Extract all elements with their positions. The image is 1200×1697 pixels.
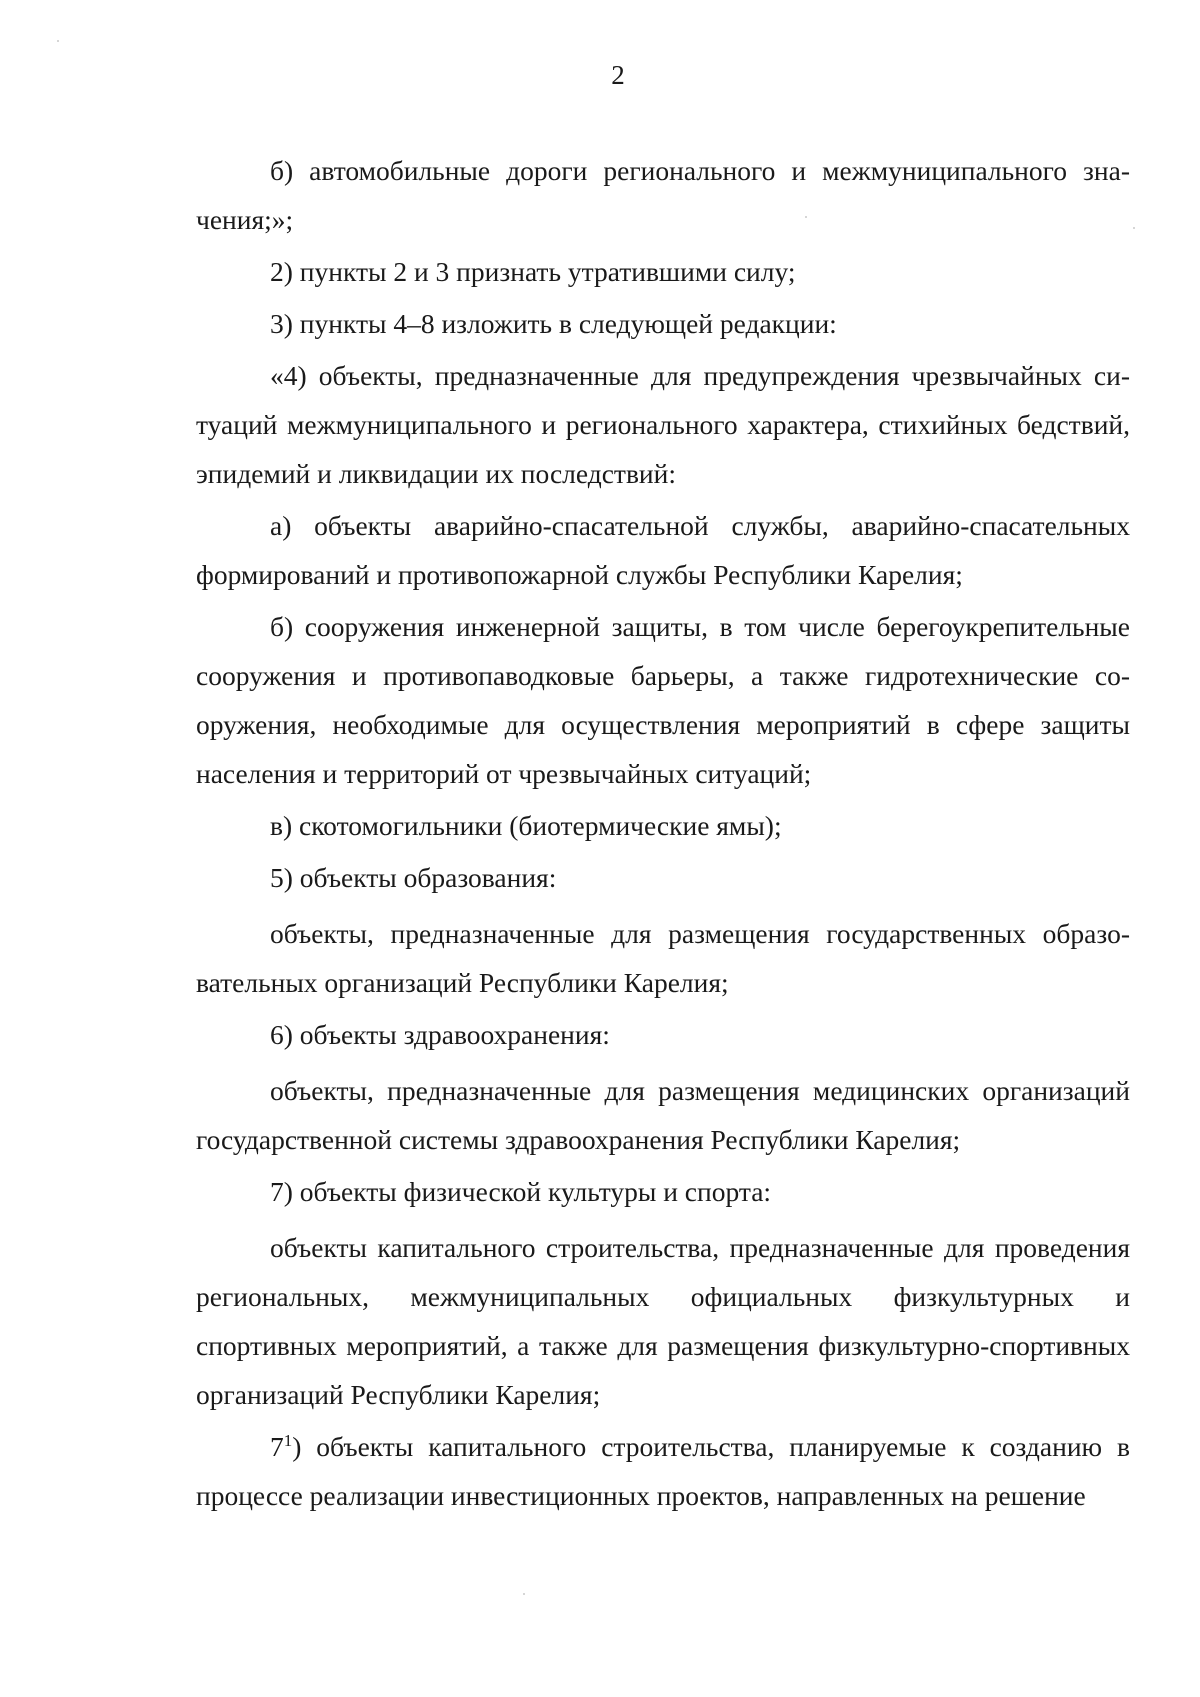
scan-speck bbox=[1133, 227, 1135, 229]
paragraph-sport-heading: 7) объекты физической культуры и спорта: bbox=[270, 1176, 772, 1207]
scan-speck bbox=[805, 216, 807, 218]
paragraph-education-heading: 5) объекты образования: bbox=[270, 862, 557, 893]
item-superscript: 1 bbox=[283, 1430, 293, 1450]
paragraph-investment-objects bbox=[196, 1422, 1130, 1520]
paragraph-healthcare-heading: 6) объекты здравоохранения: bbox=[270, 1019, 610, 1050]
paragraph-items-2-3-void: 2) пункты 2 и 3 признать утратившими силу; bbox=[270, 256, 796, 287]
paragraph-emergency-objects: «4) объекты, предназначенные для предупреждения чрезвычайных ситуаций межмуниципального и регионального характера, стихийных бедствий, эпидемий и ликвидации их последствий: bbox=[196, 360, 1130, 489]
scan-speck bbox=[523, 1593, 525, 1595]
paragraph-healthcare-objects: объекты, предназначенные для размещения медицинских организаций государственной системы здравоохранения Республики Карелия; bbox=[196, 1075, 1130, 1155]
paragraph-roads: б) автомобильные дороги регионального и межмуниципального значения;»; bbox=[196, 155, 1130, 235]
scan-speck bbox=[57, 40, 59, 42]
paragraph-cattle-burial: в) скотомогильники (биотермические ямы); bbox=[270, 810, 782, 841]
paragraph-education-objects: объекты, предназначенные для размещения государственных образовательных организаций Республики Карелия; bbox=[196, 918, 1130, 998]
paragraph-rescue-service: а) объекты аварийно-спасательной службы, аварийно-спасательных формирований и противопожарной службы Республики Карелия; bbox=[196, 510, 1130, 590]
item-number: 7 bbox=[270, 1431, 284, 1462]
document-body bbox=[196, 146, 1130, 1520]
paragraph-sport-objects: объекты капитального строительства, предназначенные для проведения региональных, межмуниципальных официальных физкультурных и спортивных мероприятий, а также для размещения физкультурно-спортивных организаций Республики Карелия; bbox=[196, 1232, 1130, 1410]
paragraph-engineering-protection: б) сооружения инженерной защиты, в том числе берегоукрепительные сооружения и противопаводковые барьеры, а также гидротехнические сооружения, необходимые для осуществления мероприятий в сфере защиты населения и территорий от чрезвычайных ситуаций; bbox=[196, 611, 1130, 789]
item-text: ) объекты капитального строительства, планируемые к созданию в процессе реализации инвестиционных проектов, направленных на решение bbox=[196, 1431, 1130, 1511]
paragraph-items-4-8-new-wording: 3) пункты 4–8 изложить в следующей редакции: bbox=[270, 308, 837, 339]
page-number: 2 bbox=[611, 60, 625, 90]
